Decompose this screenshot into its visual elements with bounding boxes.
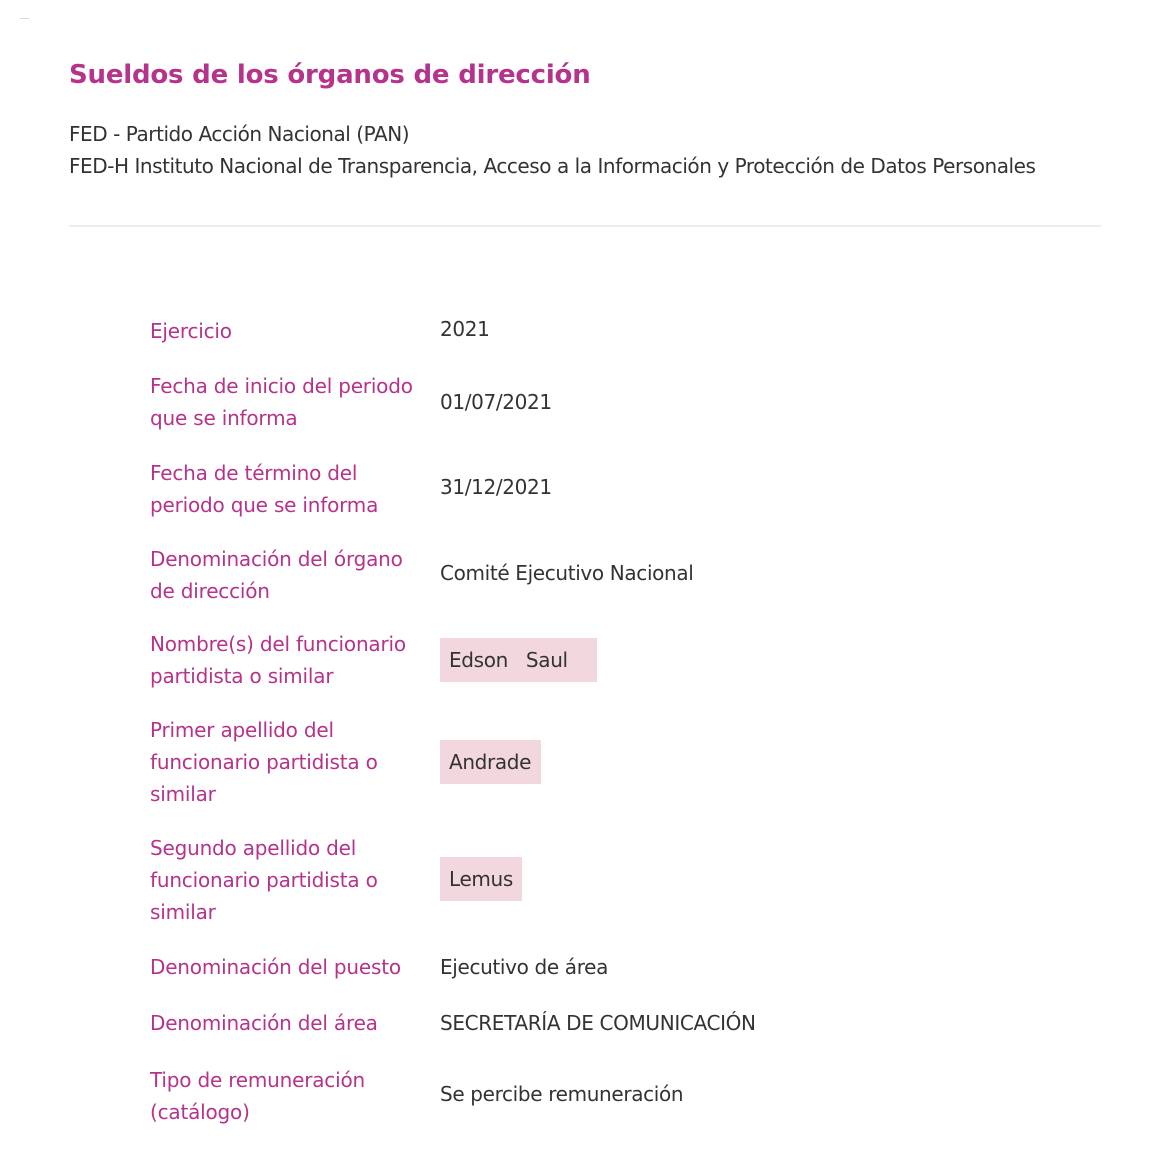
field-label <box>150 1007 435 1039</box>
institute-line: FED-H Instituto Nacional de Transparencia, Acceso a la Información y Protección de Datos Personales <box>69 154 1036 178</box>
field-label <box>150 370 435 434</box>
page-title: Sueldos de los órganos de dirección <box>69 60 591 90</box>
field-value-highlighted: Edson Saul <box>440 638 597 682</box>
field-value: 31/12/2021 <box>440 475 552 499</box>
field-label-line: partidista o similar <box>150 664 334 688</box>
field-label-line: funcionario partidista o <box>150 750 378 774</box>
field-label-line: Tipo de remuneración <box>150 1068 365 1092</box>
field-value: Comité Ejecutivo Nacional <box>440 561 694 585</box>
field-value: 01/07/2021 <box>440 390 552 414</box>
field-value-highlighted: Andrade <box>440 740 541 784</box>
field-label-line: Primer apellido del <box>150 718 334 742</box>
field-label <box>150 315 435 347</box>
field-label <box>150 1064 435 1128</box>
field-label-line: Denominación del área <box>150 1011 378 1035</box>
field-label <box>150 832 435 928</box>
field-label-line: (catálogo) <box>150 1100 250 1124</box>
field-label-line: Denominación del órgano <box>150 547 403 571</box>
field-label <box>150 628 435 692</box>
header-divider <box>69 225 1101 227</box>
field-label-line: Denominación del puesto <box>150 955 401 979</box>
field-label-line: funcionario partidista o <box>150 868 378 892</box>
field-label-line: de dirección <box>150 579 270 603</box>
corner-mark <box>20 18 29 19</box>
field-value: SECRETARÍA DE COMUNICACIÓN <box>440 1011 756 1035</box>
field-label <box>150 457 435 521</box>
field-label-line: periodo que se informa <box>150 493 379 517</box>
field-label-line: similar <box>150 900 216 924</box>
field-label-line: Segundo apellido del <box>150 836 357 860</box>
field-value: 2021 <box>440 317 490 341</box>
field-label <box>150 714 435 810</box>
field-label <box>150 543 435 607</box>
field-label-line: Nombre(s) del funcionario <box>150 632 406 656</box>
field-value: Ejecutivo de área <box>440 955 609 979</box>
field-label-line: Ejercicio <box>150 319 232 343</box>
party-line: FED - Partido Acción Nacional (PAN) <box>69 122 410 146</box>
field-value: Se percibe remuneración <box>440 1082 684 1106</box>
field-label-line: Fecha de término del <box>150 461 358 485</box>
field-value-highlighted: Lemus <box>440 857 522 901</box>
field-label-line: similar <box>150 782 216 806</box>
field-label-line: Fecha de inicio del periodo <box>150 374 413 398</box>
field-label-line: que se informa <box>150 406 298 430</box>
field-label <box>150 951 435 983</box>
